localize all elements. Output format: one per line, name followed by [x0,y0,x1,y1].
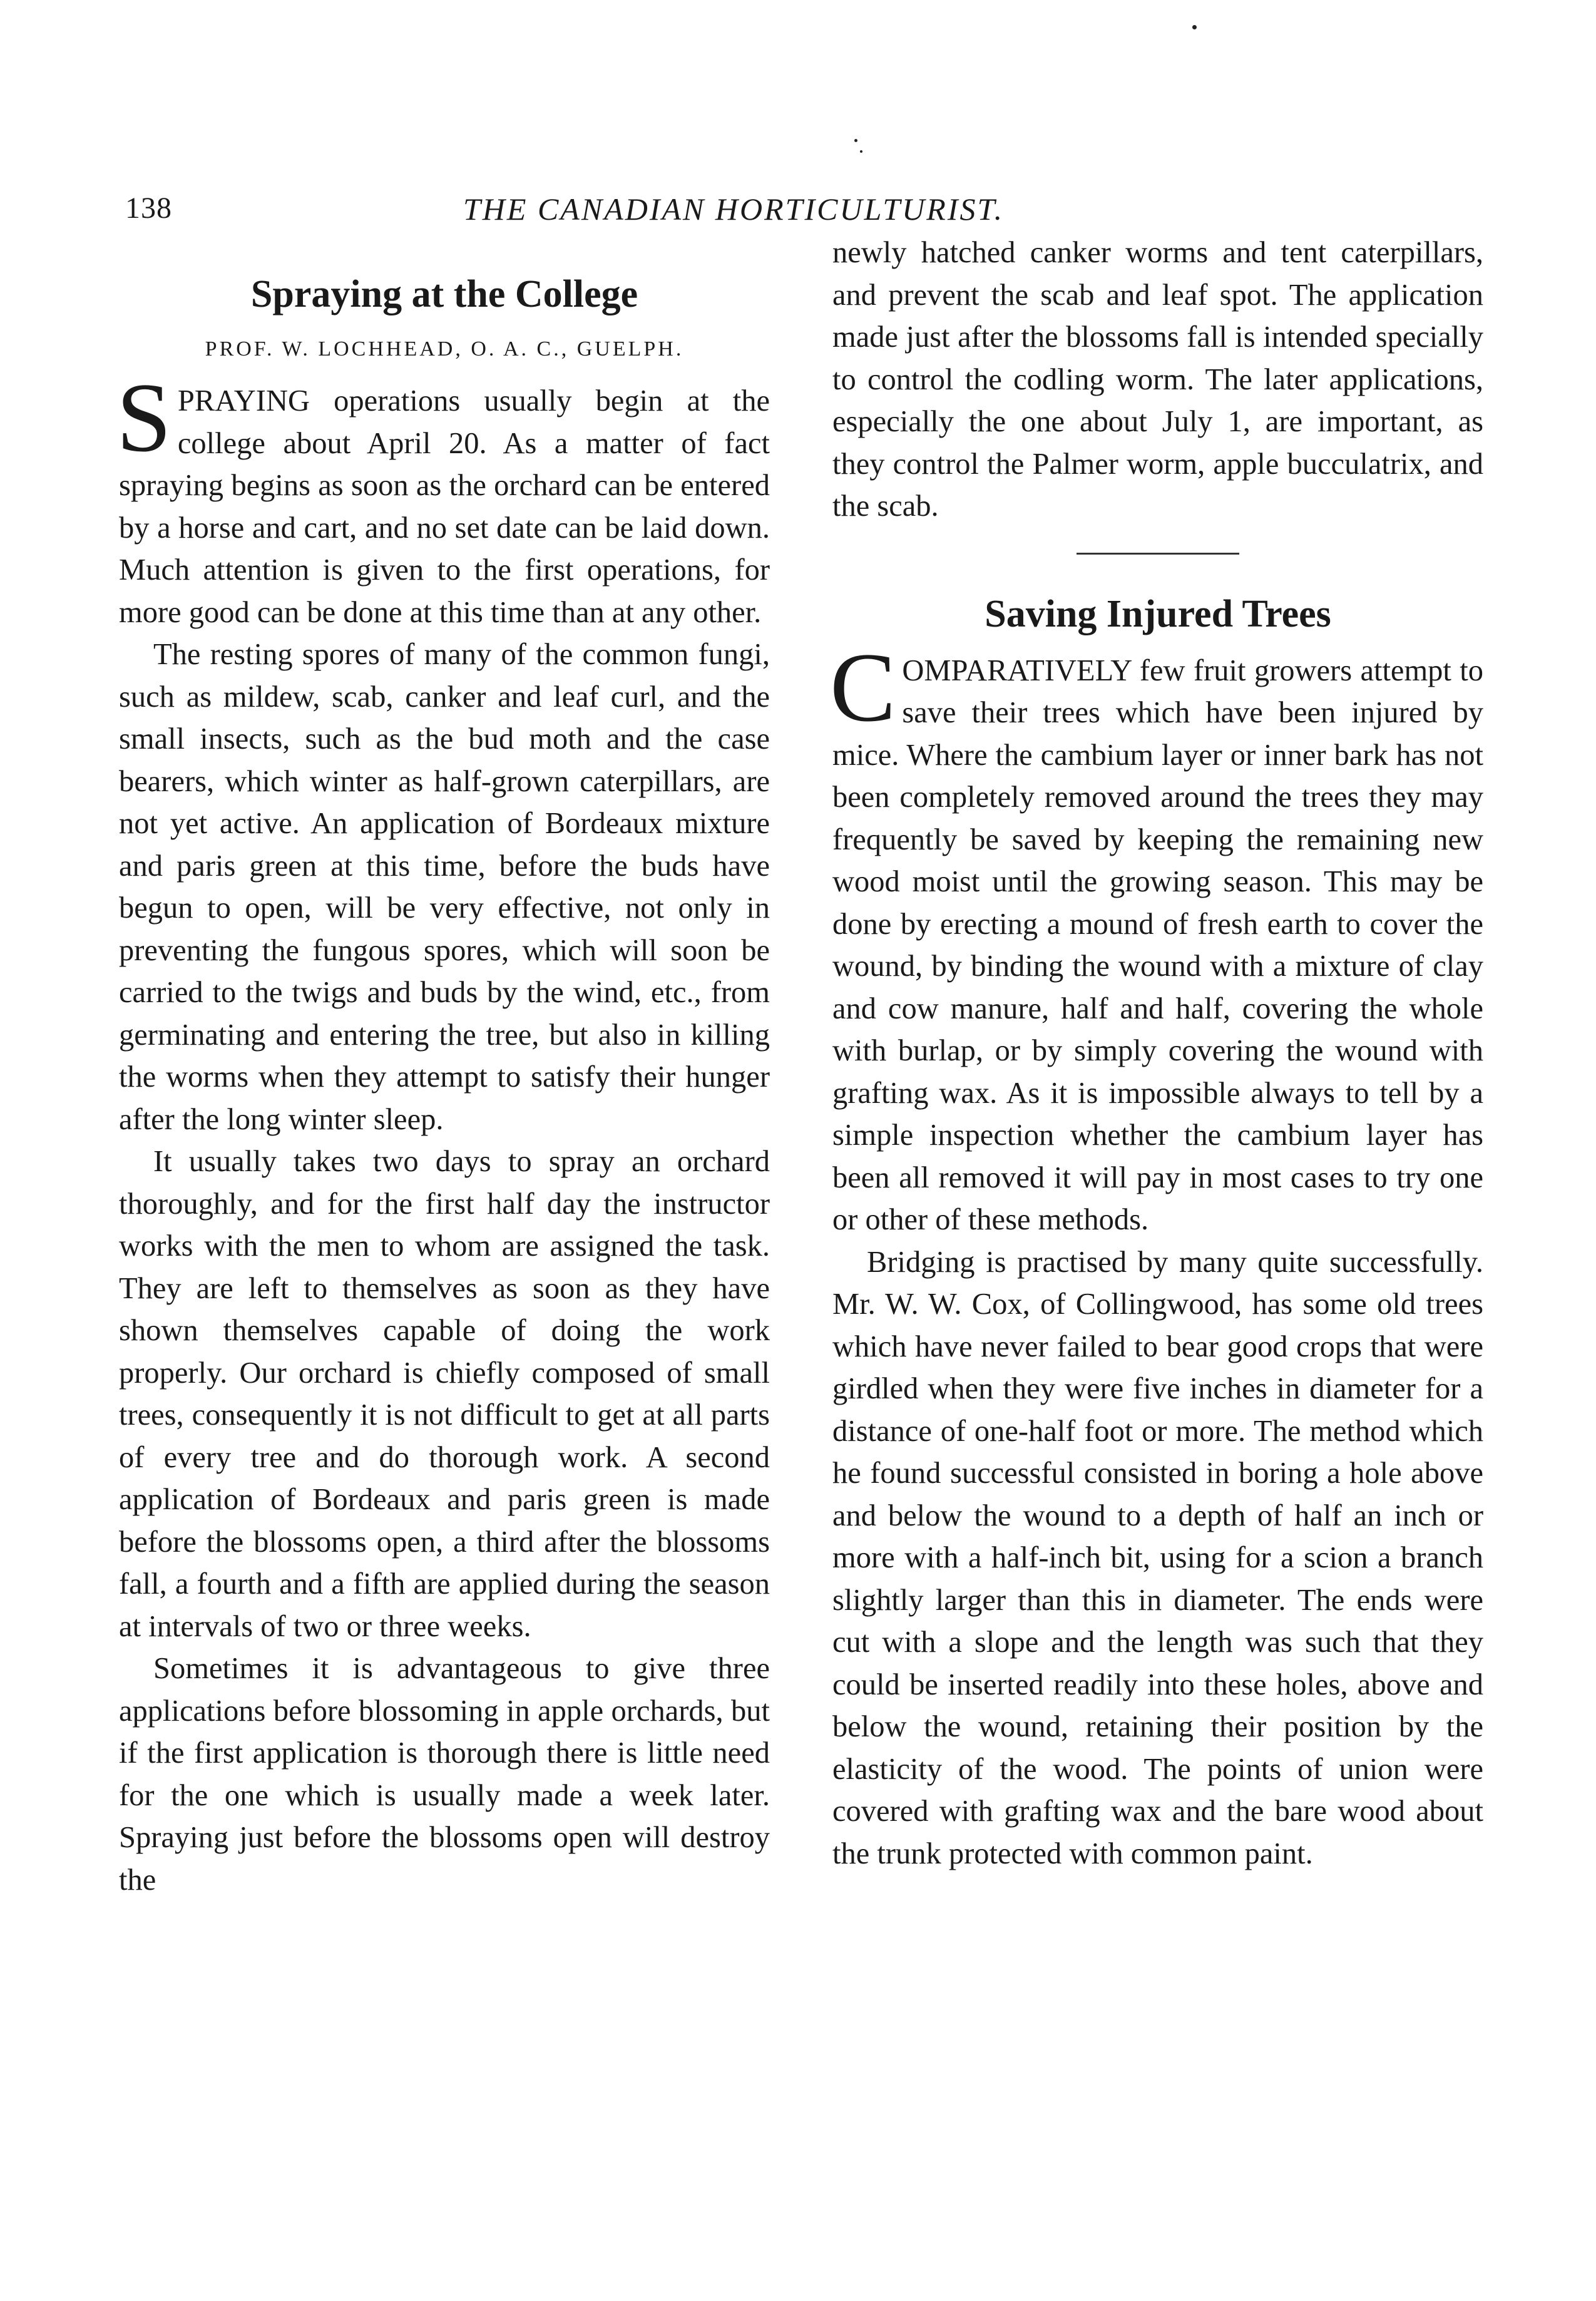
drop-cap: C [830,632,896,742]
article-title-spraying: Spraying at the College [250,273,638,315]
article-paragraph: Sometimes it is advantageous to give three applications before blossoming in apple orchards, but if the first application is thorough there is little need for the one which is usually made a week later. Spraying just before the blossoms open will destroy the [119,1652,770,1897]
section-divider [1077,553,1239,555]
ink-speck [860,150,862,153]
article-title-saving-trees: Saving Injured Trees [985,592,1331,635]
article-paragraph: The resting spores of many of the common fungi, such as mildew, scab, canker and leaf curl, and the small insects, such as the bud moth and the case bearers, which winter as half-grown caterpillars, are not yet active. An application of Bordeaux mixture and paris green at this time, before the buds have begun to open, will be very effective, not only in preventing the fungous spores, which will soon be carried to the twigs and buds by the wind, etc., from germinating and entering the tree, but also in killing the worms when they attempt to satisfy their hunger after the long winter sleep. [119,638,770,1136]
article-paragraph: Bridging is practised by many quite successfully. Mr. W. W. Cox, of Collingwood, has some old trees which have never failed to bear good crops that were girdled when they were five inches in diameter for a distance of one-half foot or more. The method which he found successful consisted in boring a hole above and below the wound to a depth of half an inch or more with a half-inch bit, using for a scion a branch slightly larger than this in diameter. The ends were cut with a slope and the length was such that they could be inserted readily into these holes, above and below the wound, retaining their position by the elasticity of the wood. The points of union were covered with grafting wax and the bare wood about the trunk protected with common paint. [832,1245,1483,1870]
ink-speck [854,139,857,142]
page-header [125,191,1471,235]
paragraph-text: OMPARATIVELY few fruit growers attempt to save their trees which have been injured by mice. Where the cambium layer or inner bark has not been completely removed around the trees they may frequently be saved by keeping the remaining new wood moist until the growing season. This may be done by erecting a mound of fresh earth to cover the wound, by binding the wound with a mixture of clay and cow manure, half and half, covering the whole with burlap, or by simply covering the wound with grafting wax. As it is impossible always to tell by a simple inspection whether the cambium layer has been all removed it will pay in most cases to try one or other of these methods. [832,653,1483,1236]
page-number: 138 [125,192,172,225]
paragraph-text: PRAYING operations usually begin at the college about April 20. As a matter of fact spraying begins as soon as the orchard can be entered by a horse and cart, and no set date can be laid down. Much attention is given to the first operations, for more good can be done at this time than at any other. [119,384,770,629]
article-paragraph: It usually takes two days to spray an orchard thoroughly, and for the first half day the instructor works with the men to whom are assigned the task. They are left to themselves as soon as they have shown themselves capable of doing the work properly. Our orchard is chiefly composed of small trees, consequently it is not difficult to get at all parts of every tree and do thorough work. A second application of Bordeaux and paris green is made before the blossoms open, a third after the blossoms fall, a fourth and a fifth are applied during the season at intervals of two or three weeks. [119,1145,770,1643]
running-title: THE CANADIAN HORTICULTURIST. [463,192,1005,227]
ink-speck [1192,25,1197,29]
article-paragraph [830,632,1483,1241]
article-byline: PROF. W. LOCHHEAD, O. A. C., GUELPH. [205,337,684,361]
left-column [116,266,770,1901]
article-paragraph [116,363,770,633]
article-paragraph-continued: newly hatched canker worms and tent caterpillars, and prevent the scab and leaf spot. The application made just after the blossoms fall is intended specially to control the codling worm. The later applications, especially the one about July 1, are important, as they control the Palmer worm, apple bucculatrix, and the scab. [832,236,1483,523]
drop-cap: S [116,363,171,473]
right-column [832,232,1483,1875]
